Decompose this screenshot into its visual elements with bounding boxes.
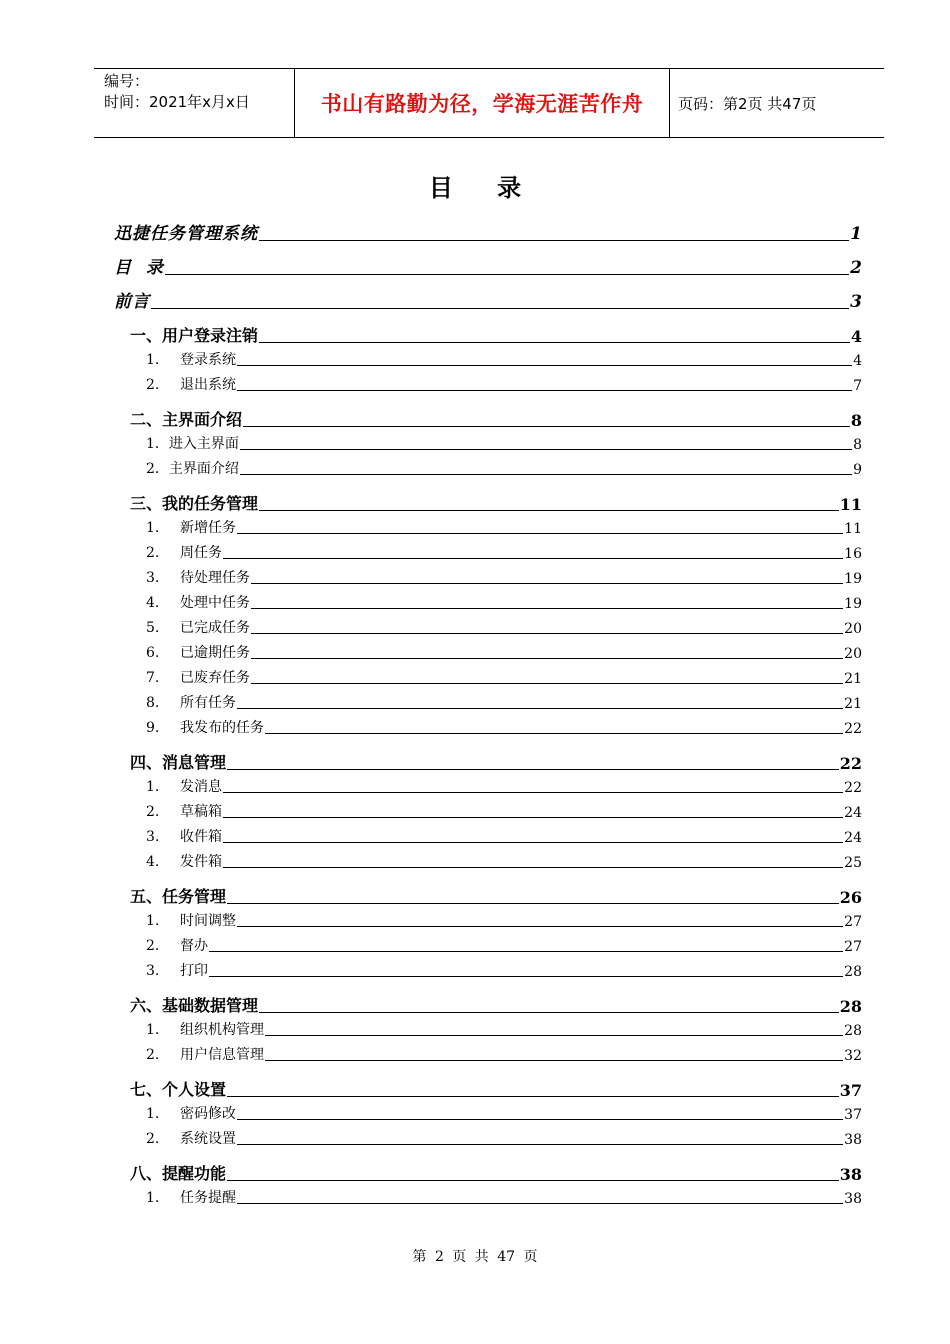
- toc-item-title: 我发布的任务: [180, 720, 264, 736]
- toc-section-title: 一、用户登录注销: [130, 326, 259, 345]
- leader-line: [251, 633, 843, 634]
- leader-line: [251, 683, 843, 684]
- toc-item-page: 32: [844, 1048, 862, 1064]
- toc-item-title: 退出系统: [180, 377, 236, 393]
- leader-line: [223, 558, 843, 559]
- leader-line: [237, 533, 843, 534]
- toc-item-num: 1.: [146, 352, 160, 368]
- toc-entry-page: 2: [850, 258, 862, 278]
- toc-section-main-ui[interactable]: [130, 404, 862, 430]
- toc-item[interactable]: [146, 640, 862, 662]
- toc-item-num: 4.: [146, 595, 160, 611]
- leader-line: [237, 365, 852, 366]
- toc-item-title: 周任务: [180, 545, 222, 561]
- header-meta: [94, 69, 294, 137]
- toc-item-page: 20: [844, 621, 862, 637]
- toc-item-title: 时间调整: [180, 913, 236, 929]
- toc-item-title: 草稿箱: [180, 804, 222, 820]
- toc-item-title: 登录系统: [180, 352, 236, 368]
- toc-item-page: 19: [844, 571, 862, 587]
- leader-line: [243, 426, 850, 427]
- toc-item-title: 已逾期任务: [180, 645, 250, 661]
- toc-item-num: 2.: [146, 938, 160, 954]
- toc-section-my-tasks[interactable]: [130, 488, 862, 514]
- leader-line: [251, 583, 843, 584]
- toc-item-num: 8.: [146, 695, 160, 711]
- leader-line: [240, 449, 852, 450]
- page-header: [94, 68, 884, 138]
- toc-item-page: 24: [844, 805, 862, 821]
- toc-item-num: 4.: [146, 854, 160, 870]
- toc-entry-preface[interactable]: [114, 286, 862, 312]
- toc-item-page: 4: [853, 353, 862, 369]
- time-label: 时间：2021年x月x日: [104, 93, 250, 111]
- toc-item[interactable]: [146, 1126, 862, 1148]
- toc-item-title: 处理中任务: [180, 595, 250, 611]
- toc-section-title: 七、个人设置: [130, 1080, 227, 1099]
- toc-item[interactable]: [146, 849, 862, 871]
- leader-line: [251, 658, 843, 659]
- leader-line: [237, 1144, 843, 1145]
- toc-item[interactable]: [146, 565, 862, 587]
- toc-item-num: 1.: [146, 1190, 160, 1206]
- header-motto: 书山有路勤为径，学海无涯苦作舟: [294, 69, 670, 137]
- toc-entry-title: 前言: [114, 292, 150, 312]
- leader-line: [237, 1203, 843, 1204]
- toc-section-page: 22: [839, 754, 862, 773]
- toc-item-title: 收件箱: [180, 829, 222, 845]
- leader-line: [265, 1035, 843, 1036]
- toc-item-num: 1.: [146, 779, 160, 795]
- toc-section-title: 五、任务管理: [130, 887, 227, 906]
- toc-item-title: 发件箱: [180, 854, 222, 870]
- leader-line: [223, 867, 843, 868]
- toc-item-title: 督办: [180, 938, 208, 954]
- toc-item[interactable]: [146, 799, 862, 821]
- toc-item[interactable]: [146, 540, 862, 562]
- toc-item[interactable]: [146, 1017, 862, 1039]
- toc-item-title: 打印: [180, 963, 208, 979]
- toc-item[interactable]: [146, 690, 862, 712]
- toc-item-page: 28: [844, 1023, 862, 1039]
- toc-item-num: 3.: [146, 829, 160, 845]
- leader-line: [223, 817, 843, 818]
- toc-item-page: 27: [844, 914, 862, 930]
- toc-item-page: 20: [844, 646, 862, 662]
- leader-line: [237, 1119, 843, 1120]
- toc-item-num: 6.: [146, 645, 160, 661]
- toc-item[interactable]: [146, 615, 862, 637]
- leader-line: [165, 274, 849, 275]
- toc-section-page: 26: [839, 888, 862, 907]
- toc-section-title: 八、提醒功能: [130, 1164, 227, 1183]
- leader-line: [227, 769, 839, 770]
- header-page-info: 页码：第2页 共47页: [678, 94, 817, 113]
- toc-section-title: 二、主界面介绍: [130, 410, 243, 429]
- toc-item-title: 用户信息管理: [180, 1047, 264, 1063]
- toc-item-title: 已完成任务: [180, 620, 250, 636]
- toc-item-page: 24: [844, 830, 862, 846]
- toc-item-title: 密码修改: [180, 1106, 236, 1122]
- toc-entry-page: 3: [850, 292, 862, 312]
- leader-line: [151, 308, 849, 309]
- toc-section-base-data[interactable]: [130, 990, 862, 1016]
- toc-item-page: 27: [844, 939, 862, 955]
- toc-item-num: 1.: [146, 913, 160, 929]
- toc-section-page: 8: [850, 411, 862, 430]
- toc-item-num: 2.: [146, 545, 160, 561]
- toc-item[interactable]: [146, 590, 862, 612]
- toc-item-num: 2.: [146, 1131, 160, 1147]
- toc-section-page: 38: [839, 1165, 862, 1184]
- toc-entry-title: 目 录: [114, 258, 164, 278]
- toc-section-reminders[interactable]: [130, 1158, 862, 1184]
- toc-item-page: 19: [844, 596, 862, 612]
- toc-title: 目 录: [428, 174, 540, 202]
- toc-item[interactable]: [146, 515, 862, 537]
- toc-item[interactable]: [146, 372, 862, 394]
- leader-line: [237, 926, 843, 927]
- toc-item[interactable]: [146, 933, 862, 955]
- toc-item[interactable]: [146, 1042, 862, 1064]
- toc-item[interactable]: [146, 456, 862, 478]
- toc-item-page: 8: [853, 437, 862, 453]
- number-label: 编号：: [104, 72, 150, 90]
- leader-line: [259, 240, 849, 241]
- toc-entry-contents[interactable]: [114, 252, 862, 278]
- toc-item-title: 所有任务: [180, 695, 236, 711]
- toc-entry-page: 1: [850, 224, 862, 244]
- toc-section-login[interactable]: [130, 320, 862, 346]
- toc-item-num: 9.: [146, 720, 160, 736]
- toc-section-title: 六、基础数据管理: [130, 996, 259, 1015]
- toc-item-page: 37: [844, 1107, 862, 1123]
- leader-line: [227, 1180, 839, 1181]
- toc-item-page: 22: [844, 721, 862, 737]
- toc-item[interactable]: [146, 665, 862, 687]
- toc-item-num: 2.: [146, 804, 160, 820]
- toc-item-num: 1.: [146, 520, 160, 536]
- page-footer: 第 2 页 共 47 页: [412, 1249, 538, 1265]
- toc-item-num: 2.: [146, 1047, 160, 1063]
- toc-item[interactable]: [146, 1101, 862, 1123]
- toc-section-page: 37: [839, 1081, 862, 1100]
- toc-item-page: 22: [844, 780, 862, 796]
- toc-item-page: 16: [844, 546, 862, 562]
- toc-item-title: 系统设置: [180, 1131, 236, 1147]
- toc-item-title: 新增任务: [180, 520, 236, 536]
- toc-item-page: 25: [844, 855, 862, 871]
- toc-item-title: 已废弃任务: [180, 670, 250, 686]
- toc-item-page: 21: [844, 696, 862, 712]
- toc-item-num: 2.: [146, 377, 160, 393]
- leader-line: [209, 951, 843, 952]
- toc-section-task-management[interactable]: [130, 881, 862, 907]
- toc-item-num: 3.: [146, 963, 160, 979]
- toc-section-title: 三、我的任务管理: [130, 494, 259, 513]
- toc-item-page: 9: [853, 462, 862, 478]
- leader-line: [223, 842, 843, 843]
- leader-line: [237, 708, 843, 709]
- toc-item[interactable]: [146, 824, 862, 846]
- leader-line: [265, 1060, 843, 1061]
- toc-item-title: 1．进入主界面: [146, 436, 239, 452]
- toc-item[interactable]: [146, 774, 862, 796]
- toc-item-page: 21: [844, 671, 862, 687]
- toc-item-page: 38: [844, 1191, 862, 1207]
- toc-entry-title: 迅捷任务管理系统: [114, 224, 258, 244]
- toc-item-title: 2．主界面介绍: [146, 461, 239, 477]
- toc-section-page: 4: [850, 327, 862, 346]
- leader-line: [240, 474, 852, 475]
- toc-item[interactable]: [146, 958, 862, 980]
- toc-item-num: 1.: [146, 1106, 160, 1122]
- leader-line: [209, 976, 843, 977]
- leader-line: [259, 342, 850, 343]
- leader-line: [259, 510, 839, 511]
- leader-line: [265, 733, 843, 734]
- toc-item-page: 7: [853, 378, 862, 394]
- toc-item[interactable]: [146, 1185, 862, 1207]
- leader-line: [251, 608, 843, 609]
- toc-item-title: 任务提醒: [180, 1190, 236, 1206]
- toc-item-num: 7.: [146, 670, 160, 686]
- leader-line: [223, 792, 843, 793]
- toc-section-page: 28: [839, 997, 862, 1016]
- leader-line: [227, 1096, 839, 1097]
- toc-item-title: 组织机构管理: [180, 1022, 264, 1038]
- toc-item-num: 1.: [146, 1022, 160, 1038]
- toc-item-title: 待处理任务: [180, 570, 250, 586]
- toc-item[interactable]: [146, 431, 862, 453]
- toc-item[interactable]: [146, 347, 862, 369]
- leader-line: [259, 1012, 839, 1013]
- toc-item[interactable]: [146, 715, 862, 737]
- toc-item-title: 发消息: [180, 779, 222, 795]
- toc-section-title: 四、消息管理: [130, 753, 227, 772]
- toc-item-page: 38: [844, 1132, 862, 1148]
- toc-item-page: 28: [844, 964, 862, 980]
- leader-line: [227, 903, 839, 904]
- toc-section-messages[interactable]: [130, 747, 862, 773]
- toc-item-num: 3.: [146, 570, 160, 586]
- leader-line: [237, 390, 852, 391]
- toc-section-personal-settings[interactable]: [130, 1074, 862, 1100]
- toc-entry-system[interactable]: [114, 218, 862, 244]
- toc-item-page: 11: [844, 521, 862, 537]
- toc-item-num: 5.: [146, 620, 160, 636]
- toc-section-page: 11: [839, 495, 862, 514]
- toc-item[interactable]: [146, 908, 862, 930]
